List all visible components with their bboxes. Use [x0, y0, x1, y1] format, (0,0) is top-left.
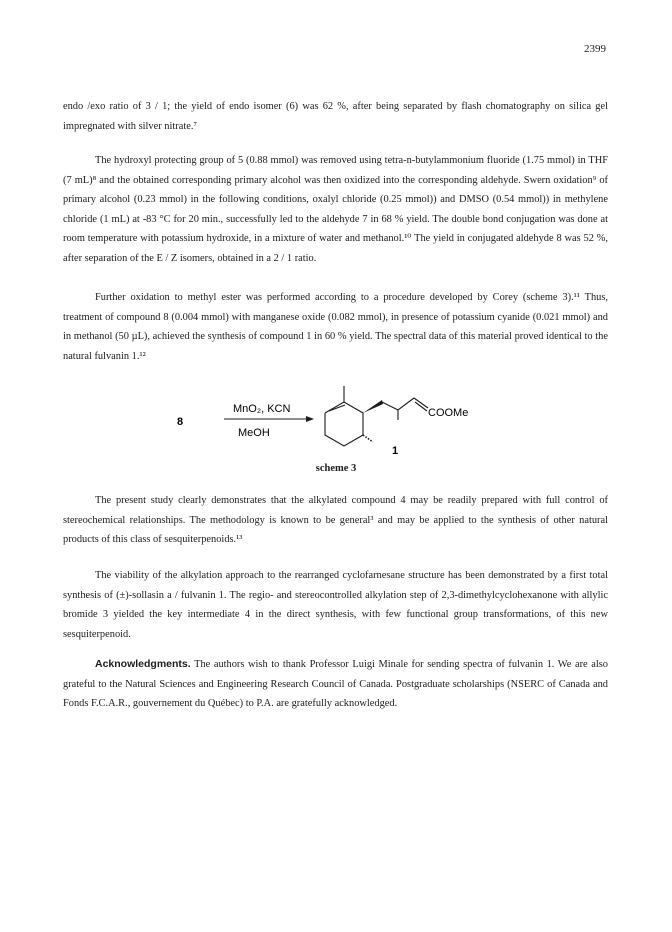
reagents-bottom: MeOH: [238, 427, 270, 439]
product-label: 1: [392, 445, 399, 457]
reagents-top: MnO₂, KCN: [233, 403, 291, 415]
acknowledgments-paragraph: [63, 655, 608, 714]
paragraph-3: Further oxidation to methyl ester was performed according to a procedure developed by Corey (scheme 3).¹¹ Thus, treatment of compound 8 (0.004 mmol) with manganese oxide (0.082 mmol), in presence of potassium cyanide (0.021 mmol) and in methanol (50 µL), achieved the synthesis of compound 1 in 60 % yield. The spectral data of this material proved identical to the natural fulvanin 1.¹²: [63, 292, 608, 362]
product-structure: [325, 386, 428, 446]
paragraph-4: The present study clearly demonstrates that the alkylated compound 4 may be readily prepared with full control of stereochemical relationships. The methodology is known to be general³ and may be applied to the synthesis of other natural products of this class of sesquiterpenoids.¹³: [63, 495, 608, 546]
reaction-arrowhead: [306, 416, 314, 422]
scheme-caption: scheme 3: [315, 463, 357, 474]
paragraph-1: endo /exo ratio of 3 / 1; the yield of endo isomer (6) was 62 %, after being separated by flash chomatography on silica gel impregnated with silver nitrate.⁷: [63, 101, 608, 132]
acknowledgments-text: The authors wish to thank Professor Luigi Minale for sending spectra of fulvanin 1. We are also grateful to the Natural Sciences and Engineering Research Council of Canada. Postgraduate scholarships (NSERC of Canada and Fonds F.C.A.R., gouvernement du Québec) to P.A. are gratefully acknowledged.: [63, 659, 608, 710]
paragraph-2: The hydroxyl protecting group of 5 (0.88 mmol) was removed using tetra-n-butylammonium fluoride (1.75 mmol) in THF (7 mL)⁸ and the obtained corresponding primary alcohol was then oxidized into the corresponding aldehyde. Swern oxidation⁹ of primary alcohol (0.23 mmol) in the following conditions, oxalyl chloride (0.25 mmol)) and DMSO (0.54 mmol)) in methylene chloride (1 mL) at -83 °C for 20 min., successfully led to the aldehyde 7 in 68 % yield. The double bond conjugation was done at room temperature with potassium hydroxide, in a mixture of water and methanol.¹⁰ The yield in conjugated aldehyde 8 was 52 %, after separation of the E / Z isomers, obtained in a 2 / 1 ratio.: [63, 155, 608, 264]
reactant-label: 8: [177, 416, 184, 428]
acknowledgments-heading: Acknowledgments.: [95, 658, 191, 670]
paragraph-5: The viability of the alkylation approach to the rearranged cyclofarnesane structure has been demonstrated by a first total synthesis of (±)-sollasin a / fulvanin 1. The regio- and stereocontrolled alkylation step of 2,3-dimethylcyclohexanone with allylic bromide 3 yielded the key intermediate 4 in the direct synthesis, with few functional group transformations, of this new sesquiterpenoid.: [63, 570, 608, 640]
page-number: 2399: [584, 43, 606, 55]
product-group: COOMe: [428, 407, 469, 419]
